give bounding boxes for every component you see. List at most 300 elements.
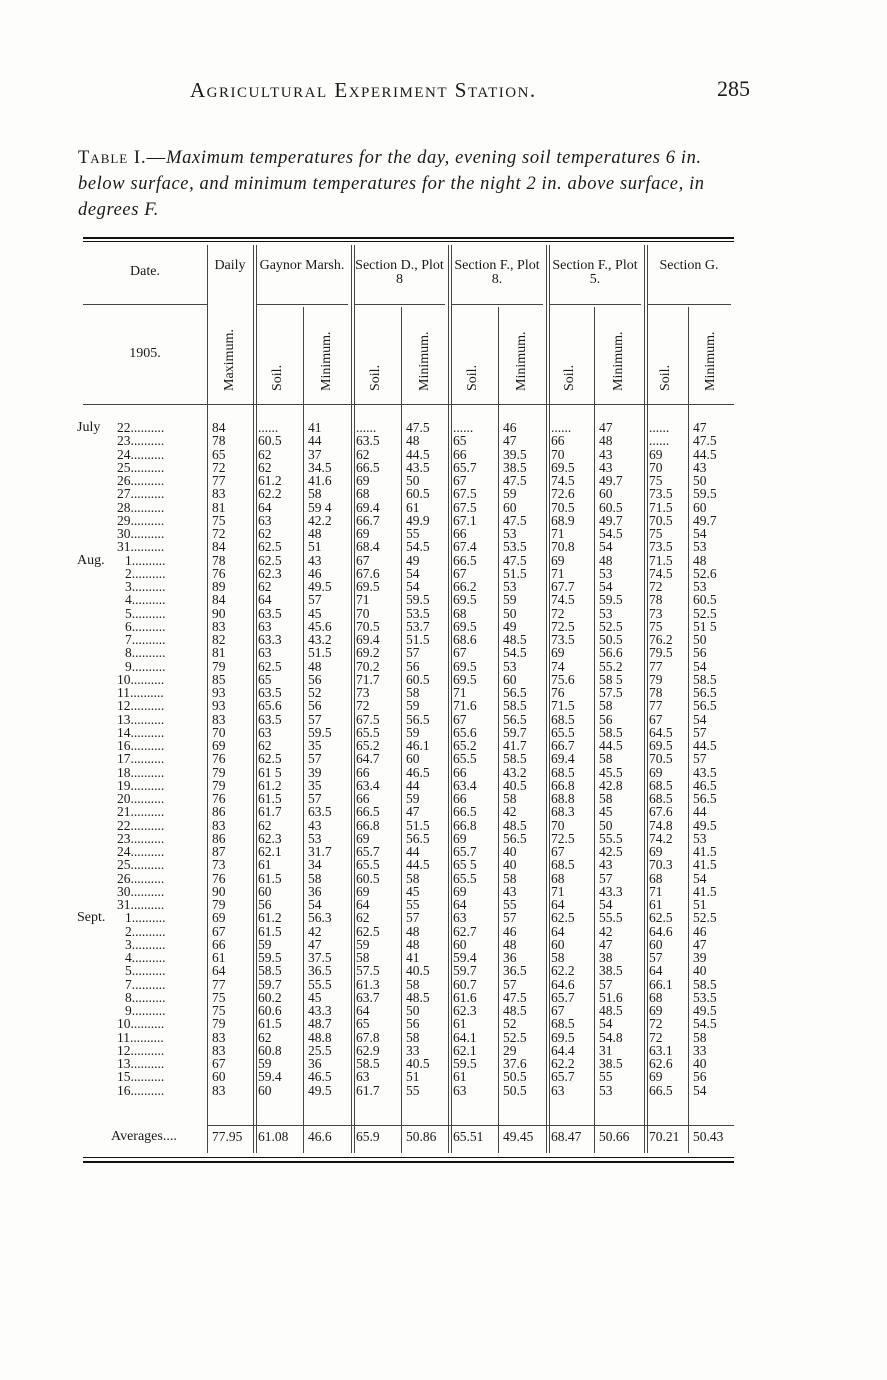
table-cell: 45 (308, 989, 322, 1005)
running-title: Agricultural Experiment Station. (190, 78, 537, 102)
table-cell: 69 (212, 910, 226, 926)
table-cell: 42 (308, 923, 322, 939)
table-cell: 40.5 (406, 1056, 430, 1071)
table-cell: 41.5 (693, 883, 717, 899)
table-cell: 66.5 (356, 804, 380, 820)
table-cell: 51.6 (599, 989, 623, 1005)
table-cell: 67.5 (453, 486, 477, 502)
row-date: 22.......... (117, 420, 165, 435)
table-cell: 67 (453, 645, 467, 661)
average-cell: 46.6 (308, 1129, 332, 1144)
table-cell: 56.3 (308, 910, 332, 926)
table-cell: 60 (453, 936, 467, 952)
table-cell: 59 (258, 936, 272, 952)
table-cell: 56.5 (693, 685, 717, 700)
table-cell: 62.6 (649, 1056, 673, 1071)
table-cell: 62.2 (258, 486, 282, 502)
table-cell: 83 (212, 1082, 226, 1098)
table-cell: 61 (649, 897, 663, 912)
table-cell: 57 (308, 711, 322, 727)
table-cell: 69.5 (453, 658, 477, 674)
group-divider (546, 245, 547, 1153)
row-date: 31.......... (117, 539, 165, 555)
table-cell: 62 (258, 1029, 272, 1045)
table-cell: 54 (599, 1016, 613, 1032)
row-date: 8.......... (125, 645, 166, 661)
table-cell: 66.2 (453, 579, 477, 594)
table-cell: 42 (503, 804, 517, 820)
table-cell: 40 (503, 857, 517, 873)
table-cell: 74.5 (649, 565, 673, 581)
table-cell: 57.5 (356, 963, 380, 979)
column-header: Soil. (562, 364, 577, 391)
table-cell: 48 (693, 552, 707, 568)
table-cell: 61.7 (258, 804, 282, 820)
table-cell: 54 (308, 897, 322, 912)
table-cell: 53 (693, 539, 707, 555)
table-cell: 48 (599, 433, 613, 449)
row-date: 1.......... (125, 910, 166, 926)
row-date: 23.......... (117, 433, 165, 449)
table-cell: 43.3 (599, 883, 623, 899)
table-cell: 71 (551, 565, 565, 581)
group-divider (644, 245, 645, 1153)
table-cell: 64 (258, 499, 272, 515)
table-cell: 70.5 (356, 618, 380, 634)
table-cell: 55.5 (599, 910, 623, 926)
table-cell: 71 (649, 883, 663, 899)
group-divider-double (256, 245, 257, 1153)
table-cell: 48 (599, 552, 613, 568)
table-cell: 61.5 (258, 1016, 282, 1032)
table-cell: 61.3 (356, 976, 380, 992)
row-date: 29.......... (117, 512, 165, 528)
table-cell: 56.5 (503, 830, 527, 846)
table-cell: 49 (406, 552, 420, 568)
table-cell: 77 (649, 698, 663, 714)
table-cell: 69 (212, 738, 226, 753)
table-cell: 89 (212, 579, 226, 594)
table-cell: 65.5 (356, 724, 380, 740)
table-cell: 72.6 (551, 486, 575, 502)
table-cell: 54.5 (693, 1016, 717, 1032)
table-cell: 55.5 (308, 976, 332, 992)
table-cell: 48.5 (503, 632, 527, 647)
table-cell: 48 (406, 936, 420, 952)
table-cell: 48 (503, 936, 517, 952)
table-cell: 71.7 (356, 671, 380, 687)
table-cell: 75 (649, 473, 663, 488)
group-divider-double (549, 245, 550, 1153)
table-cell: 66.5 (453, 804, 477, 820)
table-cell: 83 (212, 817, 226, 833)
table-cell: 56.5 (406, 711, 430, 727)
table-cell: 57 (503, 910, 517, 926)
row-date: 12.......... (117, 1042, 165, 1058)
table-cell: 61 (258, 857, 272, 873)
table-cell: 65 (453, 433, 467, 449)
row-date: 23.......... (117, 830, 165, 846)
table-cell: 60.6 (258, 1003, 282, 1018)
table-cell: 46.5 (693, 777, 717, 793)
table-cell: 62.5 (356, 923, 380, 939)
table-cell: 65.5 (356, 857, 380, 873)
table-cell: 60 (599, 486, 613, 502)
table-cell: 54 (599, 539, 613, 555)
row-date: 13.......... (117, 1056, 165, 1071)
table-cell: 59 (406, 791, 420, 806)
table-cell: 33 (406, 1042, 420, 1058)
table-cell: 68 (551, 870, 565, 886)
table-cell: 66 (453, 446, 467, 462)
table-cell: 51.5 (503, 565, 527, 581)
table-cell: 59 (503, 486, 517, 502)
table-cell: 67.5 (356, 711, 380, 727)
table-cell: 53.5 (503, 539, 527, 555)
table-cell: 52.6 (693, 565, 717, 581)
table-cell: 65.7 (453, 459, 477, 475)
table-cell: 44.5 (599, 738, 623, 753)
table-cell: 60 (258, 883, 272, 899)
table-cell: 44 (406, 777, 420, 793)
column-header: Minimum. (703, 331, 718, 391)
table-cell: 62 (356, 446, 370, 462)
table-cell: 65 (212, 446, 226, 462)
table-cell: 47 (693, 420, 707, 435)
table-cell: 76 (212, 565, 226, 581)
table-cell: 54 (693, 711, 707, 727)
table-cell: 50.5 (503, 1069, 527, 1085)
table-cell: 67 (453, 711, 467, 727)
table-cell: 36 (503, 950, 517, 965)
table-cell: 93 (212, 698, 226, 714)
table-cell: 66.7 (551, 738, 575, 753)
table-cell: 76 (551, 685, 565, 700)
table-cell: 61.6 (453, 989, 477, 1005)
table-cell: 34.5 (308, 459, 332, 475)
group-header: Section F., Plot 8. (454, 258, 540, 287)
table-cell: 63.3 (258, 632, 282, 647)
table-cell: 67.6 (356, 565, 380, 581)
table-cell: 73.5 (551, 632, 575, 647)
table-cell: 73 (212, 857, 226, 873)
table-cell: 72 (356, 698, 370, 714)
table-cell: 68.8 (551, 791, 575, 806)
table-cell: 58.5 (693, 671, 717, 687)
table-cell: 54 (599, 579, 613, 594)
table-cell: 67 (212, 1056, 226, 1071)
group-header: Section G. (659, 258, 719, 273)
group-divider-double (451, 245, 452, 1153)
table-cell: 47.5 (503, 989, 527, 1005)
row-date: 18.......... (117, 764, 165, 780)
table-cell: 62.9 (356, 1042, 380, 1058)
table-cell: 50 (406, 473, 420, 488)
row-date: 30.......... (117, 883, 165, 899)
table-cell: 59.7 (503, 724, 527, 740)
table-cell: 69 (649, 446, 663, 462)
table-cell: 43 (599, 446, 613, 462)
month-label: Aug. (77, 552, 105, 568)
row-date: 12.......... (117, 698, 165, 714)
table-cell: 49.5 (693, 1003, 717, 1018)
row-date: 10.......... (117, 671, 165, 687)
table-cell: 60 (693, 499, 707, 515)
row-date: 16.......... (117, 1082, 165, 1098)
table-cell: 71 (356, 592, 370, 608)
table-cell: 52.5 (599, 618, 623, 634)
row-date: 1.......... (125, 552, 166, 568)
table-cell: 46.5 (406, 764, 430, 780)
row-date: 9.......... (125, 658, 166, 674)
table-cell: 45.5 (599, 764, 623, 780)
table-cell: 51 (308, 539, 322, 555)
table-cell: 62 (258, 526, 272, 541)
group-header: Section F., Plot 5. (552, 258, 638, 287)
table-cell: 65.2 (356, 738, 380, 753)
table-cell: 56 (258, 897, 272, 912)
table-cell: 58 (406, 685, 420, 700)
table-cell: 66 (453, 526, 467, 541)
table-cell: 75 (212, 512, 226, 528)
table-cell: 57 (693, 751, 707, 767)
table-cell: 56 (693, 645, 707, 661)
row-date: 19.......... (117, 777, 165, 793)
table-cell: 72 (212, 459, 226, 475)
table-cell: 56.5 (693, 698, 717, 714)
table-cell: 55 (406, 897, 420, 912)
table-cell: 68.5 (551, 764, 575, 780)
table-cell: 53 (503, 579, 517, 594)
row-date: 16.......... (117, 738, 165, 753)
table-cell: 53 (503, 526, 517, 541)
table-cell: 47 (503, 433, 517, 449)
table-cell: 59 4 (308, 499, 332, 515)
table-cell: 65.7 (551, 1069, 575, 1085)
table-cell: 46.1 (406, 738, 430, 753)
average-cell: 65.9 (356, 1129, 380, 1144)
group-underline (451, 304, 543, 305)
table-cell: 43 (503, 883, 517, 899)
table-cell: 56 (406, 658, 420, 674)
table-cell: 73 (356, 685, 370, 700)
table-cell: 64 (258, 592, 272, 608)
table-cell: 60.5 (356, 870, 380, 886)
table-cell: 31.7 (308, 844, 332, 859)
table-cell: 63.1 (649, 1042, 673, 1058)
table-cell: 59 (503, 592, 517, 608)
table-cell: 78 (212, 552, 226, 568)
table-cell: 35 (308, 738, 322, 753)
table-cell: 79.5 (649, 645, 673, 661)
average-cell: 68.47 (551, 1129, 582, 1144)
table-cell: 64 (356, 897, 370, 912)
table-cell: 66.8 (551, 777, 575, 793)
table-cell: 55 (406, 1082, 420, 1098)
group-divider (253, 245, 254, 1153)
table-cell: 70.5 (649, 751, 673, 767)
table-cell: 71.5 (551, 698, 575, 714)
table-cell: 46 (693, 923, 707, 939)
table-cell: 71.6 (453, 698, 477, 714)
table-cell: 43 (693, 459, 707, 475)
table-cell: 58 (503, 870, 517, 886)
table-cell: 84 (212, 539, 226, 555)
table-cell: 52.5 (503, 1029, 527, 1045)
table-cell: 41.5 (693, 857, 717, 873)
table-cell: ...... (258, 420, 279, 435)
row-date: 26.......... (117, 473, 165, 488)
table-cell: 90 (212, 605, 226, 621)
table-cell: 63.5 (258, 685, 282, 700)
table-cell: 60 (503, 671, 517, 687)
table-cell: 62 (258, 817, 272, 833)
table-cell: 59 (356, 936, 370, 952)
table-cell: 61.7 (356, 1082, 380, 1098)
table-cell: 60 (649, 936, 663, 952)
table-cell: 73 (649, 605, 663, 621)
average-cell: 61.08 (258, 1129, 289, 1144)
table-cell: 64 (453, 897, 467, 912)
table-cell: 75.6 (551, 671, 575, 687)
table-cell: 46 (308, 565, 322, 581)
table-cell: 25.5 (308, 1042, 332, 1058)
table-cell: 62.3 (258, 565, 282, 581)
table-cell: 36 (308, 883, 322, 899)
table-cell: 57 (649, 950, 663, 965)
table-cell: 63 (551, 1082, 565, 1098)
table-cell: 39 (693, 950, 707, 965)
table-cell: 62.5 (258, 552, 282, 568)
table-cell: 58 (693, 1029, 707, 1045)
table-cell: 37.6 (503, 1056, 527, 1071)
table-cell: 62 (258, 459, 272, 475)
table-cell: 52 (308, 685, 322, 700)
averages-label: Averages.... (111, 1129, 177, 1144)
table-cell: 67 (453, 473, 467, 488)
table-cell: 40 (693, 1056, 707, 1071)
table-cell: 56 (308, 671, 322, 687)
table-cell: 68 (356, 486, 370, 502)
table-cell: 66.5 (649, 1082, 673, 1098)
table-cell: 62 (258, 446, 272, 462)
table-cell: 64.6 (551, 976, 575, 992)
table-cell: 43.2 (503, 764, 527, 780)
sub-divider (688, 307, 689, 1153)
table-cell: 57 (308, 791, 322, 806)
table-cell: 69 (453, 883, 467, 899)
table-cell: 54 (406, 565, 420, 581)
table-cell: 72 (649, 1029, 663, 1045)
table-cell: 63.5 (356, 433, 380, 449)
page-number: 285 (717, 76, 750, 101)
table-cell: 58 (406, 976, 420, 992)
table-cell: 69.5 (453, 618, 477, 634)
table-cell: 56.5 (693, 791, 717, 806)
table-cell: 48.5 (599, 1003, 623, 1018)
table-cell: 60.2 (258, 989, 282, 1005)
table-cell: 55 (503, 897, 517, 912)
table-cell: 66.5 (453, 552, 477, 568)
table-cell: 69.2 (356, 645, 380, 661)
table-cell: 74.8 (649, 817, 673, 833)
table-cell: 84 (212, 420, 226, 435)
table-cell: 46.5 (308, 1069, 332, 1085)
table-cell: 59 (406, 698, 420, 714)
table-cell: 73.5 (649, 539, 673, 555)
table-cell: 65 (258, 671, 272, 687)
row-date: 31.......... (117, 897, 165, 912)
group-divider (351, 245, 352, 1153)
table-cell: 79 (212, 1016, 226, 1032)
table-cell: 44 (693, 804, 707, 820)
table-cell: 63 (258, 645, 272, 661)
row-date: 10.......... (117, 1016, 165, 1032)
table-cell: 58 (551, 950, 565, 965)
table-cell: 37 (308, 446, 322, 462)
month-label: Sept. (77, 910, 106, 926)
row-date: 27.......... (117, 486, 165, 502)
table-cell: 63.4 (356, 777, 380, 793)
table-cell: 79 (649, 671, 663, 687)
table-cell: 79 (212, 777, 226, 793)
table-cell: 39 (308, 764, 322, 780)
row-date: 22.......... (117, 817, 165, 833)
table-cell: 50 (693, 473, 707, 488)
table-cell: 56 (406, 1016, 420, 1032)
table-cell: 67 (453, 565, 467, 581)
table-cell: 63 (258, 724, 272, 740)
table-cell: 62.3 (258, 830, 282, 846)
table-cell: 66.1 (649, 976, 673, 992)
table-cell: 64.4 (551, 1042, 575, 1058)
table-cell: 76 (212, 870, 226, 886)
table-cell: 57 (406, 910, 420, 926)
table-cell: 38.5 (503, 459, 527, 475)
table-cell: 47.5 (406, 420, 430, 435)
table-cell: 72 (649, 1016, 663, 1032)
row-date: 17.......... (117, 751, 165, 767)
row-date: 30.......... (117, 526, 165, 541)
table-cell: 61 (406, 499, 420, 515)
table-cell: 69.5 (551, 459, 575, 475)
table-cell: 57 (503, 976, 517, 992)
table-cell: 77 (212, 976, 226, 992)
row-date: 24.......... (117, 446, 165, 462)
table-cell: 53 (308, 830, 322, 846)
table-cell: 86 (212, 830, 226, 846)
column-header: Soil. (368, 364, 383, 391)
column-header: Minimum. (514, 331, 529, 391)
group-header: Daily (214, 258, 246, 273)
table-cell: 63 (356, 1069, 370, 1085)
table-cell: 53 (599, 605, 613, 621)
table-cell: 29 (503, 1042, 517, 1058)
table-cell: 65 5 (453, 857, 477, 873)
row-date: 2.......... (125, 923, 166, 939)
table-cell: 45.6 (308, 618, 332, 634)
table-cell: ...... (649, 433, 670, 449)
table-cell: 49 (503, 618, 517, 634)
table-cell: 69 (649, 844, 663, 859)
table-cell: 39.5 (503, 446, 527, 462)
table-cell: 51.5 (308, 645, 332, 661)
table-cell: 69 (649, 764, 663, 780)
year-label: 1905. (129, 346, 161, 361)
table-cell: 72 (212, 526, 226, 541)
table-cell: 66 (453, 791, 467, 806)
table-cell: 58.5 (599, 724, 623, 740)
